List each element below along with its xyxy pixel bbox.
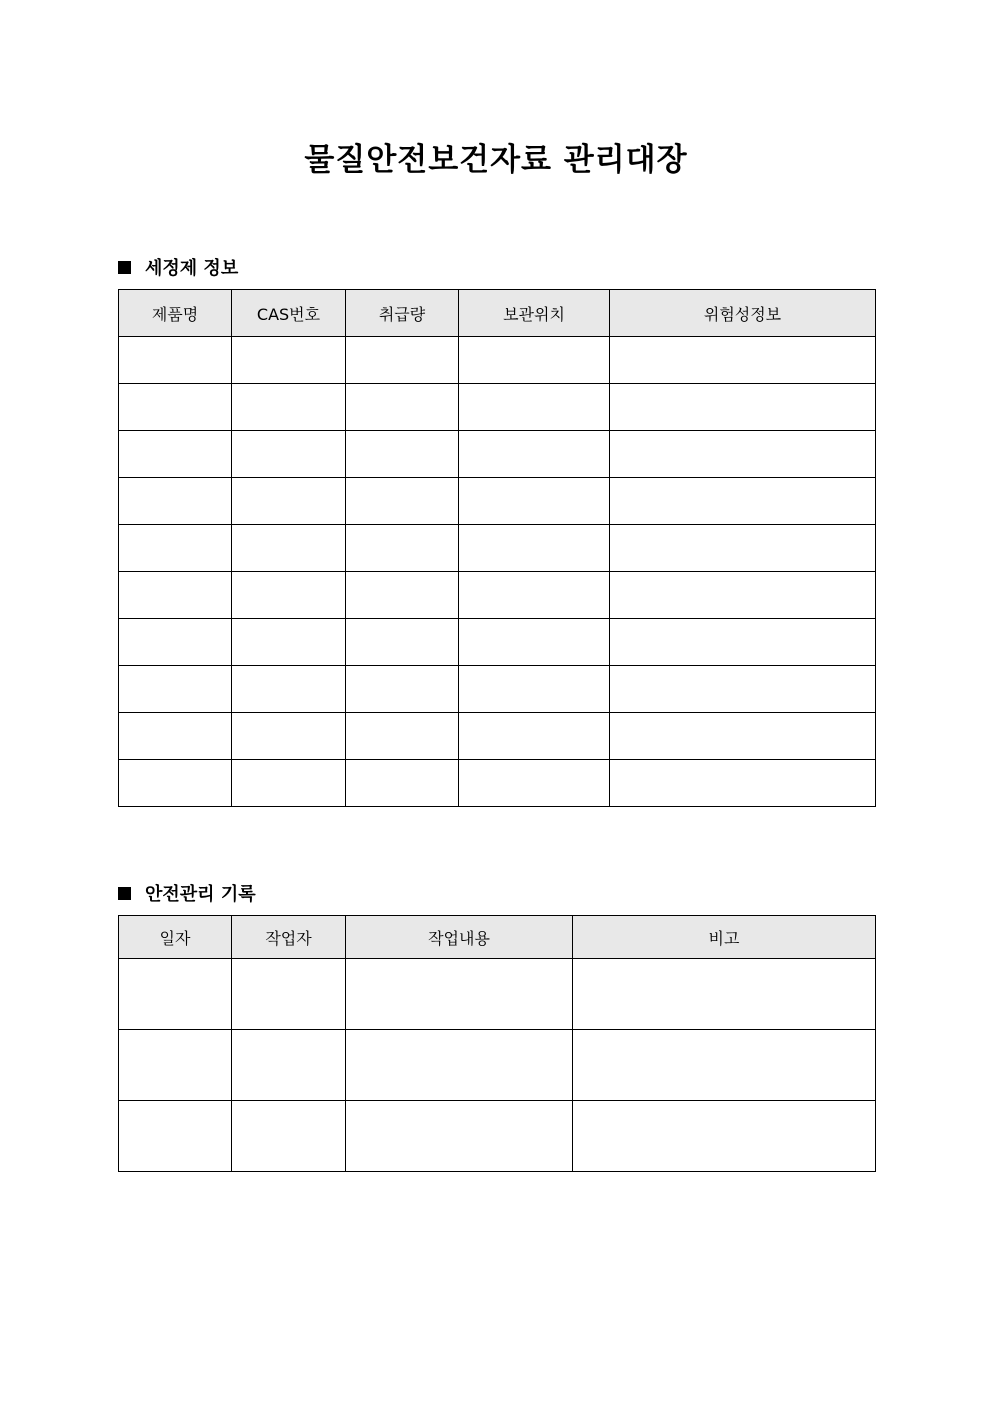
table-cell[interactable]	[119, 760, 232, 807]
table-cell[interactable]	[610, 525, 876, 572]
table-cell[interactable]	[346, 1101, 573, 1172]
table-cell[interactable]	[232, 619, 346, 666]
column-header-date: 일자	[119, 916, 232, 959]
table-row	[119, 384, 876, 431]
table-cell[interactable]	[232, 760, 346, 807]
table-cell[interactable]	[610, 713, 876, 760]
column-header-cas-number: CAS번호	[232, 290, 346, 337]
table-cell[interactable]	[119, 666, 232, 713]
table-header-row	[119, 916, 876, 959]
table-row	[119, 572, 876, 619]
table-cell[interactable]	[232, 713, 346, 760]
table-cell[interactable]	[119, 337, 232, 384]
table-cell[interactable]	[573, 959, 876, 1030]
table-row	[119, 760, 876, 807]
table-row	[119, 619, 876, 666]
table-cell[interactable]	[119, 478, 232, 525]
table-cell[interactable]	[119, 713, 232, 760]
table-cell[interactable]	[459, 384, 610, 431]
table-cell[interactable]	[610, 619, 876, 666]
column-header-work-content: 작업내용	[346, 916, 573, 959]
column-header-product-name: 제품명	[119, 290, 232, 337]
table-cell[interactable]	[119, 959, 232, 1030]
table-cell[interactable]	[346, 666, 459, 713]
column-header-quantity: 취급량	[346, 290, 459, 337]
table-cell[interactable]	[459, 760, 610, 807]
table-row	[119, 478, 876, 525]
table-cell[interactable]	[232, 337, 346, 384]
table-cell[interactable]	[610, 337, 876, 384]
safety-records-table	[118, 915, 876, 1172]
table-cell[interactable]	[119, 1101, 232, 1172]
chemical-info-table	[118, 289, 876, 807]
section-heading-chemical-info	[118, 254, 238, 280]
page-title: 물질안전보건자료 관리대장	[304, 142, 688, 178]
table-cell[interactable]	[459, 666, 610, 713]
table-row	[119, 525, 876, 572]
table-cell[interactable]	[346, 1030, 573, 1101]
section-heading-label: 안전관리 기록	[145, 884, 256, 905]
table-cell[interactable]	[610, 572, 876, 619]
table-cell[interactable]	[346, 572, 459, 619]
table-cell[interactable]	[459, 713, 610, 760]
section-heading-safety-records	[118, 880, 256, 906]
table-cell[interactable]	[119, 384, 232, 431]
table-cell[interactable]	[232, 1030, 346, 1101]
table-cell[interactable]	[610, 384, 876, 431]
table-cell[interactable]	[119, 1030, 232, 1101]
table-cell[interactable]	[346, 384, 459, 431]
table-cell[interactable]	[459, 337, 610, 384]
table-cell[interactable]	[610, 760, 876, 807]
table-row	[119, 1101, 876, 1172]
table-cell[interactable]	[459, 431, 610, 478]
table-cell[interactable]	[232, 666, 346, 713]
table-cell[interactable]	[346, 478, 459, 525]
table-cell[interactable]	[459, 525, 610, 572]
square-bullet-icon	[118, 887, 131, 900]
table-cell[interactable]	[346, 713, 459, 760]
table-cell[interactable]	[346, 337, 459, 384]
table-cell[interactable]	[232, 431, 346, 478]
table-cell[interactable]	[346, 525, 459, 572]
table-header-row	[119, 290, 876, 337]
column-header-storage-location: 보관위치	[459, 290, 610, 337]
table-row	[119, 713, 876, 760]
table-row	[119, 959, 876, 1030]
table-cell[interactable]	[573, 1030, 876, 1101]
table-row	[119, 337, 876, 384]
table-cell[interactable]	[610, 666, 876, 713]
table-cell[interactable]	[346, 431, 459, 478]
table-cell[interactable]	[610, 431, 876, 478]
table-cell[interactable]	[232, 1101, 346, 1172]
section-heading-label: 세정제 정보	[145, 258, 239, 279]
column-header-hazard-info: 위험성정보	[610, 290, 876, 337]
table-cell[interactable]	[232, 384, 346, 431]
table-cell[interactable]	[232, 478, 346, 525]
column-header-remarks: 비고	[573, 916, 876, 959]
table-cell[interactable]	[573, 1101, 876, 1172]
table-cell[interactable]	[232, 572, 346, 619]
square-bullet-icon	[118, 261, 131, 274]
table-cell[interactable]	[119, 431, 232, 478]
table-cell[interactable]	[459, 572, 610, 619]
table-row	[119, 431, 876, 478]
table-cell[interactable]	[346, 760, 459, 807]
table-cell[interactable]	[346, 619, 459, 666]
table-cell[interactable]	[459, 619, 610, 666]
table-row	[119, 666, 876, 713]
table-cell[interactable]	[610, 478, 876, 525]
table-cell[interactable]	[346, 959, 573, 1030]
table-cell[interactable]	[232, 959, 346, 1030]
table-cell[interactable]	[119, 525, 232, 572]
table-cell[interactable]	[232, 525, 346, 572]
table-row	[119, 1030, 876, 1101]
table-cell[interactable]	[119, 619, 232, 666]
table-cell[interactable]	[459, 478, 610, 525]
table-cell[interactable]	[119, 572, 232, 619]
column-header-worker: 작업자	[232, 916, 346, 959]
